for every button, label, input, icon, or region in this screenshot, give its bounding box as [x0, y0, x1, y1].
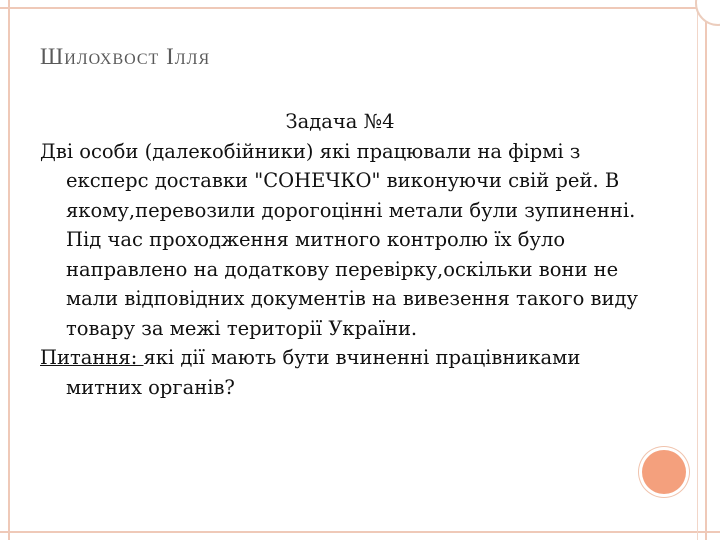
- task-heading: Задача №4: [285, 110, 395, 133]
- question-text: які дії мають бути вчиненні працівниками митних органів?: [66, 346, 581, 399]
- corner-circle-decoration: [695, 0, 720, 26]
- accent-circle-decoration: [642, 450, 686, 494]
- task-paragraph: Дві особи (далекобійники) які працювали на фірмі з експерс доставки "СОНЕЧКО" виконуючи свій рей. В якому,перевозили дорогоцінні метали були зупиненні. Під час проходження митного контролю їх було направлено на додаткову перевірку,оскільки вони не мали відповідних документів на вивезення такого виду товару за межі території України.: [40, 139, 638, 340]
- slide-title: Шилохвост Ілля: [40, 44, 211, 69]
- question-paragraph: [40, 343, 640, 402]
- frame-right-line: [705, 0, 707, 540]
- slide-content: [40, 107, 640, 402]
- frame-left-line: [8, 0, 10, 540]
- frame-right-inner-line: [697, 0, 698, 540]
- frame-top-line: [0, 7, 720, 9]
- question-label: Питання:: [40, 346, 144, 369]
- frame-bottom-line: [0, 531, 720, 533]
